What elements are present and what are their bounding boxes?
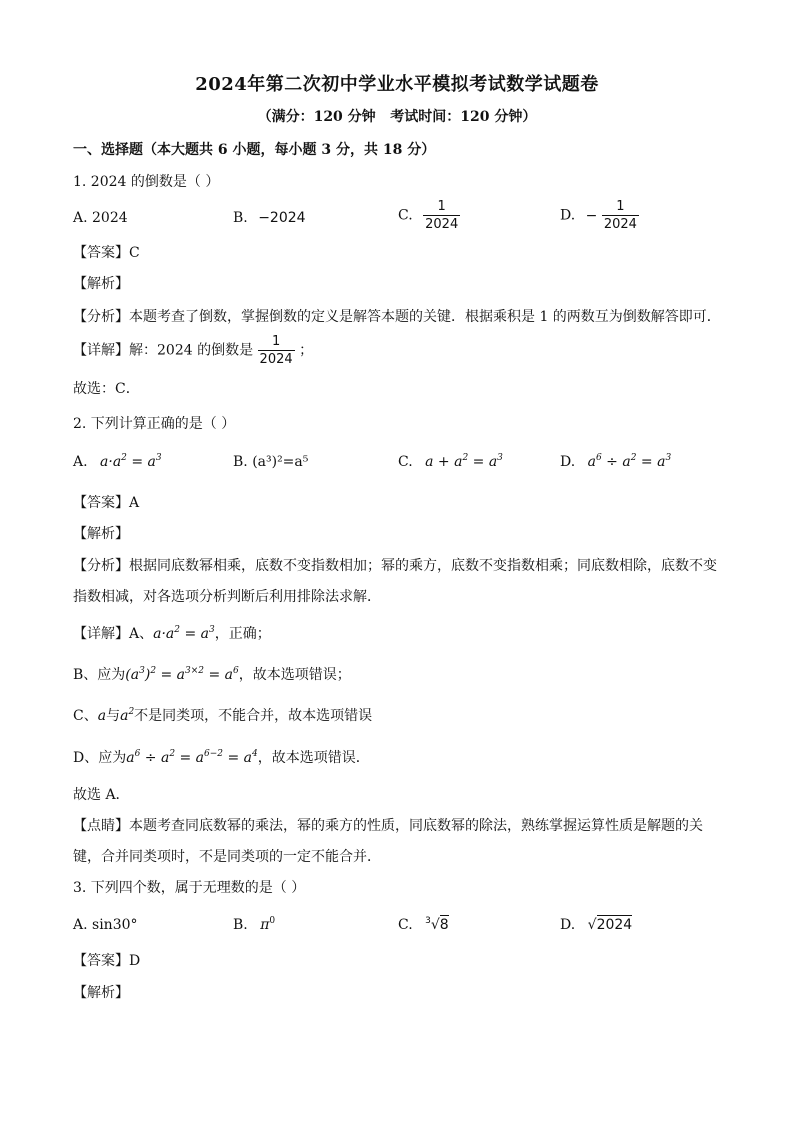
q1-option-c-fraction <box>423 199 460 232</box>
q2-stem: 2. 下列计算正确的是（ ） <box>73 416 236 432</box>
q3-option-c-label: C. <box>398 917 413 933</box>
q2-fenxi-line2: 指数相减，对各选项分析判断后利用排除法求解． <box>73 589 381 605</box>
q2-xiangjie-c-mid: 与 <box>106 708 121 724</box>
q3-option-d-sqrt: √2024 <box>587 917 633 933</box>
q1-xiangjie-denominator: 2024 <box>259 352 293 367</box>
q1-option-c-denominator: 2024 <box>425 217 459 232</box>
q2-dianjing-line2: 键，合并同类项时，不是同类项的一定不能合并． <box>73 849 381 865</box>
q2-xiangjie-d-expr: $a^6 \div a^2 = a^{6-2} = a^4$ <box>126 749 258 766</box>
q3-option-c-radicand: 8 <box>439 917 449 933</box>
q2-answer: 【答案】A <box>73 495 140 511</box>
q1-analysis-label: 【解析】 <box>73 276 129 292</box>
q3-option-d <box>560 915 632 935</box>
q2-option-d <box>560 452 671 472</box>
q1-option-d-denominator: 2024 <box>603 217 637 232</box>
q1-option-d-sign: − <box>585 207 598 224</box>
q3-stem: 3. 下列四个数，属于无理数的是（ ） <box>73 880 306 896</box>
q1-option-c <box>398 199 460 232</box>
q2-option-a <box>73 452 162 472</box>
q3-analysis-label: 【解析】 <box>73 985 129 1001</box>
q3-option-c-index: 3 <box>425 916 431 926</box>
q2-xiangjie-a <box>73 624 271 644</box>
q2-option-c-expr: $a + a^2 = a^3$ <box>425 453 503 470</box>
q1-choose: 故选：C． <box>73 381 140 397</box>
q1-option-d-label: D. <box>560 207 576 224</box>
page-subtitle: （满分：120 分钟 考试时间：120 分钟） <box>257 109 537 125</box>
q2-analysis-label: 【解析】 <box>73 526 129 542</box>
q2-xiangjie-a-suffix: ，正确； <box>214 626 271 642</box>
q1-xiangjie-prefix: 【详解】解：2024 的倒数是 <box>73 342 254 359</box>
q2-option-b: B. (a³)²=a⁵ <box>233 454 309 470</box>
q1-option-c-label: C. <box>398 207 413 224</box>
q2-xiangjie-d-suffix: ，故本选项错误． <box>257 750 370 766</box>
q2-xiangjie-c-prefix: C、 <box>73 708 98 724</box>
q2-xiangjie-c-a: a <box>97 708 107 724</box>
q2-option-c-label: C. <box>398 454 413 470</box>
q2-xiangjie-b-suffix: ，故本选项错误； <box>238 667 351 683</box>
q3-option-d-label: D. <box>560 917 576 933</box>
q1-xiangjie-suffix: ； <box>299 342 314 359</box>
q2-option-a-label: A. <box>73 454 88 470</box>
q3-option-b-label: B. <box>233 917 248 933</box>
q2-xiangjie-c-a2: $a^2$ <box>120 707 135 724</box>
q2-xiangjie-d-prefix: D、应为 <box>73 750 127 766</box>
q3-option-c <box>398 915 449 935</box>
q1-option-d-fraction <box>602 199 639 232</box>
q2-xiangjie-c-suffix: 不是同类项，不能合并，故本选项错误 <box>134 708 373 724</box>
q2-xiangjie-b-prefix: B、应为 <box>73 667 126 683</box>
q1-option-d-numerator: 1 <box>616 199 625 214</box>
q1-fenxi: 【分析】本题考查了倒数，掌握倒数的定义是解答本题的关键．根据乘积是 1 的两数互为倒数解答即可． <box>73 309 721 325</box>
q2-fenxi-line1: 【分析】根据同底数幂相乘，底数不变指数相加；幂的乘方，底数不变指数相乘；同底数相除，底数不变 <box>73 558 717 574</box>
q1-option-b <box>233 208 306 228</box>
q2-xiangjie-b-expr: $(a^3)^2 = a^{3\times 2} = a^6$ <box>125 666 239 683</box>
q2-xiangjie-a-prefix: 【详解】A、 <box>73 626 154 642</box>
q1-option-c-numerator: 1 <box>437 199 446 214</box>
q3-option-b-expr: $\pi^0$ <box>260 916 276 933</box>
q3-option-b <box>233 915 275 935</box>
q3-answer: 【答案】D <box>73 953 141 969</box>
q2-xiangjie-a-expr: $a\cdot a^2 = a^3$ <box>153 625 215 642</box>
page-title: 2024年第二次初中学业水平模拟考试数学试题卷 <box>195 74 599 95</box>
q3-option-d-radicand: 2024 <box>596 917 633 933</box>
q1-xiangjie-fraction <box>258 334 295 367</box>
q2-choose: 故选 A． <box>73 787 130 803</box>
q1-xiangjie-numerator: 1 <box>271 334 281 349</box>
q2-option-d-label: D. <box>560 454 576 470</box>
q1-xiangjie <box>73 334 313 367</box>
q3-option-c-cube-root: $^3$√8 <box>425 916 449 933</box>
q2-option-a-expr: $a\cdot a^2 = a^3$ <box>100 453 162 470</box>
q2-xiangjie-d <box>73 748 370 768</box>
q2-dianjing-line1: 【点睛】本题考查同底数幂的乘法，幂的乘方的性质，同底数幂的除法，熟练掌握运算性质是解题的关 <box>73 818 703 834</box>
q2-option-d-expr: $a^6 \div a^2 = a^3$ <box>587 453 672 470</box>
q1-option-d <box>560 199 639 232</box>
q3-option-a: A. sin30° <box>73 917 138 933</box>
q2-xiangjie-b <box>73 665 351 685</box>
section-heading: 一、选择题（本大题共 6 小题，每小题 3 分，共 18 分） <box>73 142 436 158</box>
q1-option-b-value: −2024 <box>258 210 306 226</box>
q1-answer: 【答案】C <box>73 245 140 261</box>
q2-xiangjie-c <box>73 706 372 726</box>
q1-option-b-label: B. <box>233 210 248 226</box>
q2-option-c <box>398 452 503 472</box>
q1-stem: 1. 2024 的倒数是（ ） <box>73 174 220 190</box>
q1-option-a: A. 2024 <box>73 210 128 226</box>
